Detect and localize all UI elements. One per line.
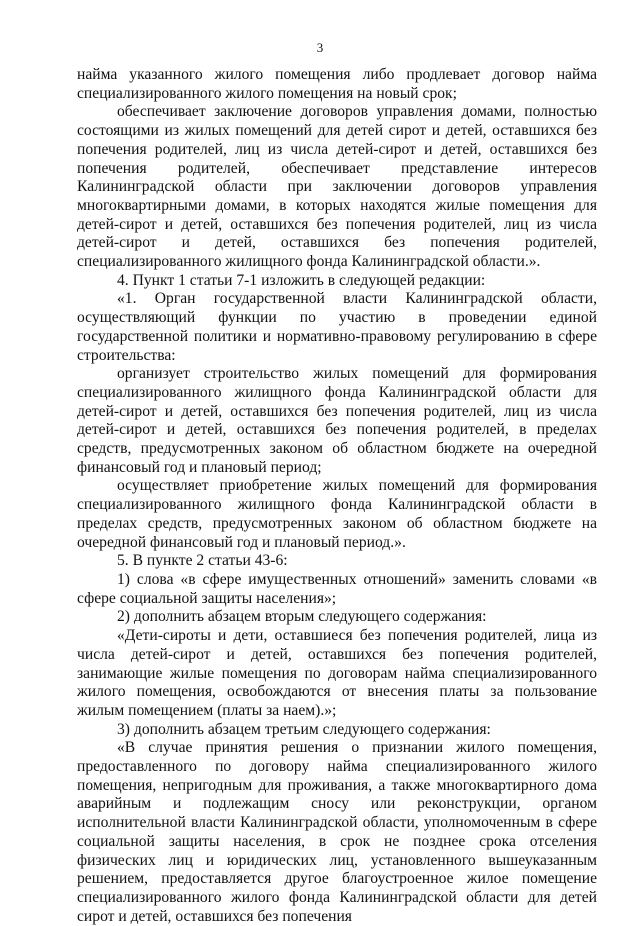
- paragraph: обеспечивает заключение договоров управления домами, полностью состоящими из жилых помещений для детей сирот и детей, оставшихся без попечения родителей, лиц из числа детей-сирот и детей, оставшихся без попечения родителей, обеспечивает представление интересов Калининградской области при заключении договоров управления многоквартирными домами, в которых находятся жилые помещения для детей-сирот и детей, оставшихся без попечения родителей, лиц из числа детей-сирот и детей, оставшихся без попечения родителей, специализированного жилищного фонда Калининградской области.».: [77, 103, 597, 271]
- paragraph: 4. Пункт 1 статьи 7-1 изложить в следующей редакции:: [117, 271, 486, 289]
- paragraph: 2) дополнить абзацем вторым следующего содержания:: [117, 608, 487, 626]
- paragraph: найма указанного жилого помещения либо продлевает договор найма специализированного жилого помещения на новый срок;: [77, 66, 597, 102]
- paragraph: «Дети-сироты и дети, оставшиеся без попечения родителей, лица из числа детей-сирот и детей, оставшихся без попечения родителей, занимающие жилые помещения по договорам найма специализированного жилого помещения, освобождаются от внесения платы за пользование жилым помещением (платы за наем).»;: [77, 627, 597, 719]
- paragraph: 3) дополнить абзацем третьим следующего содержания:: [117, 720, 491, 738]
- document-body: [77, 66, 597, 926]
- paragraph: организует строительство жилых помещений для формирования специализированного жилищного фонда Калининградской области для детей-сирот и детей, оставшихся без попечения родителей, лиц из числа детей-сирот и детей, оставшихся без попечения родителей, в пределах средств, предусмотренных законом об областном бюджете на очередной финансовый год и плановый период;: [77, 365, 597, 476]
- paragraph: «В случае принятия решения о признании жилого помещения, предоставленного по договору найма специализированного жилого помещения, непригодным для проживания, а также многоквартирного дома аварийным и подлежащим сносу или реконструкции, органом исполнительной власти Калининградской области, уполномоченным в сфере социальной защиты населения, в срок не позднее срока отселения физических лиц и юридических лиц, установленного вышеуказанным решением, предоставляется другое благоустроенное жилое помещение специализированного жилого фонда Калининградской области для детей сирот и детей, оставшихся без попечения: [77, 739, 597, 925]
- paragraph: «1. Орган государственной власти Калининградской области, осуществляющий функции по участию в проведении единой государственной политики и нормативно-правовому регулированию в сфере строительства:: [77, 290, 597, 364]
- paragraph: 1) слова «в сфере имущественных отношений» заменить словами «в сфере социальной защиты населения»;: [77, 570, 597, 607]
- paragraph: осуществляет приобретение жилых помещений для формирования специализированного жилищного фонда Калининградской области в пределах средств, предусмотренных законом об областном бюджете на очередной финансовый год и плановый период.».: [77, 477, 597, 551]
- page-number: 3: [316, 40, 324, 55]
- paragraph: 5. В пункте 2 статьи 43-6:: [117, 552, 288, 570]
